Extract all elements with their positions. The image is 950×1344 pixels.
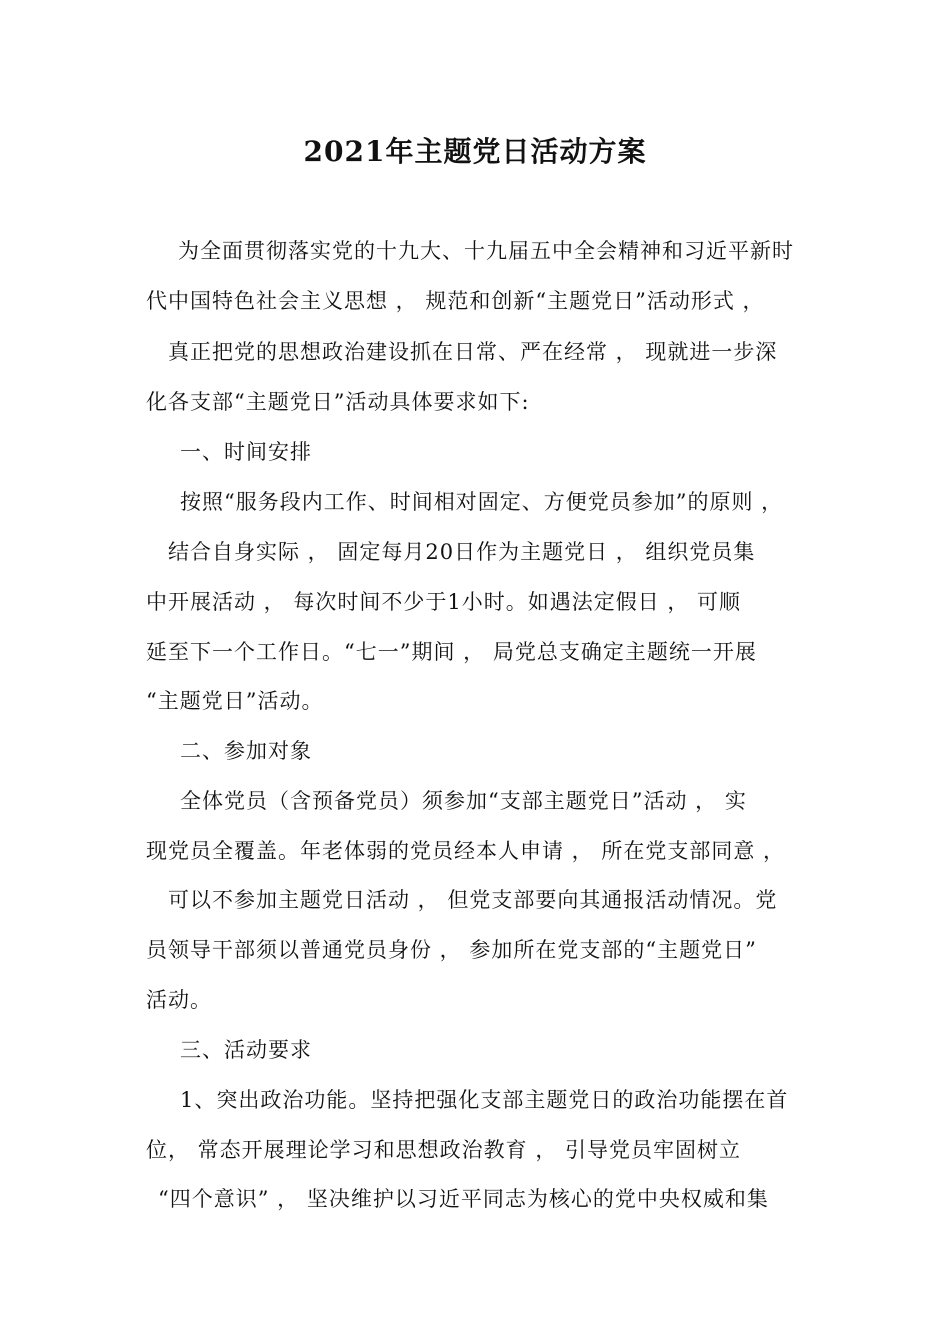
paragraph-line: 员领导干部须以普通党员身份 ， 参加所在党支部的“主题党日” bbox=[146, 938, 757, 962]
paragraph-line: 结合自身实际 ， 固定每月20日作为主题党日 ， 组织党员集 bbox=[168, 540, 756, 564]
section-heading: 二、参加对象 bbox=[180, 739, 312, 763]
paragraph-line: 活动。 bbox=[146, 988, 212, 1012]
paragraph-line: 位， 常态开展理论学习和思想政治教育 ， 引导党员牢固树立 bbox=[146, 1138, 742, 1162]
paragraph-line: “四个意识” ， 坚决维护以习近平同志为核心的党中央权威和集 bbox=[158, 1187, 769, 1211]
paragraph-line: 1、突出政治功能。坚持把强化支部主题党日的政治功能摆在首 bbox=[180, 1088, 789, 1112]
paragraph-line: 全体党员（含预备党员）须参加“支部主题党日”活动 ， 实 bbox=[180, 789, 747, 813]
paragraph-line: “主题党日”活动。 bbox=[146, 689, 324, 713]
paragraph-line: 中开展活动 ， 每次时间不少于1小时。如遇法定假日 ， 可顺 bbox=[146, 590, 742, 614]
paragraph-line: 按照“服务段内工作、时间相对固定、方便党员参加”的原则 ， bbox=[180, 490, 784, 514]
document-title: 2021年主题党日活动方案 bbox=[303, 135, 647, 168]
paragraph-line: 化各支部“主题党日”活动具体要求如下: bbox=[146, 390, 530, 414]
paragraph-line: 真正把党的思想政治建设抓在日常、严在经常 ， 现就进一步深 bbox=[168, 340, 778, 364]
paragraph-line: 现党员全覆盖。年老体弱的党员经本人申请 ， 所在党支部同意 ， bbox=[146, 839, 786, 863]
section-heading: 三、活动要求 bbox=[180, 1038, 312, 1062]
section-heading: 一、时间安排 bbox=[180, 440, 312, 464]
paragraph-line: 延至下一个工作日。“七一”期间 ， 局党总支确定主题统一开展 bbox=[146, 640, 757, 664]
paragraph-line: 代中国特色社会主义思想 ， 规范和创新“主题党日”活动形式 ， bbox=[146, 289, 765, 313]
paragraph-line: 可以不参加主题党日活动 ， 但党支部要向其通报活动情况。党 bbox=[168, 888, 778, 912]
paragraph-line: 为全面贯彻落实党的十九大、十九届五中全会精神和习近平新时 bbox=[178, 239, 794, 263]
